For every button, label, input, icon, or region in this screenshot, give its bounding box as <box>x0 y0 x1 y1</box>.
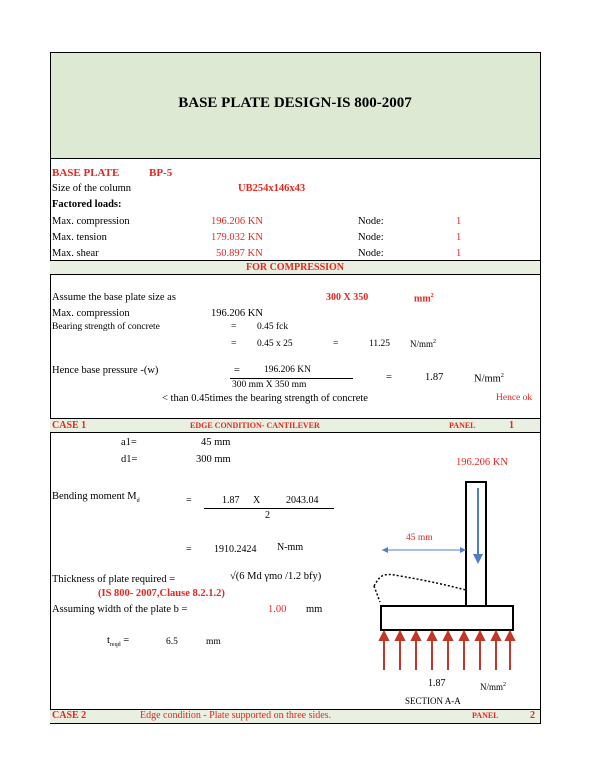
right-border <box>540 52 541 724</box>
bearing-label: Bearing strength of concrete <box>52 322 160 332</box>
dimension-arrowhead-left <box>382 547 388 553</box>
plate-size-unit: $mm^2$ <box>414 293 434 305</box>
plate-size: 300 X 350 <box>326 292 369 303</box>
fck-factor: 0.45 fck <box>257 322 289 332</box>
pressure-arrowhead <box>396 632 404 640</box>
pressure-unit: $N/mm^2$ <box>474 373 504 385</box>
bm-term-b: 2043.04 <box>286 495 319 506</box>
bending-moment-label: Bending moment $M_d$ <box>52 491 140 505</box>
column-label: Size of the column <box>52 183 132 194</box>
ok-text: Hence ok <box>496 393 533 403</box>
equals-sign: = <box>186 495 192 506</box>
pressure-denominator: 300 mm X 350 mm <box>232 380 307 390</box>
load-row-node: 1 <box>456 248 462 259</box>
case2-panel-label: PANEL <box>472 711 499 720</box>
page-title: BASE PLATE DESIGN-IS 800-2007 <box>178 95 412 111</box>
equals-sign: = <box>231 322 237 332</box>
equals-sign: = <box>231 339 237 349</box>
bm-fraction-bar <box>204 508 334 509</box>
pressure-arrowhead <box>476 632 484 640</box>
pressure-arrowhead <box>506 632 514 640</box>
d1-value: 300 mm <box>196 454 231 465</box>
top-border <box>50 52 541 53</box>
treqd-label: $t_{reqd}$ = <box>107 635 130 649</box>
section-sketch <box>360 440 540 710</box>
load-row-value: 196.206 KN <box>211 216 263 227</box>
width-unit: mm <box>306 604 323 615</box>
bm-value: 1910.2424 <box>214 544 257 555</box>
case1-condition: EDGE CONDITION- CANTILEVER <box>190 421 320 430</box>
equals-sign: = <box>186 544 192 555</box>
sketch-load-label: 196.206 KN <box>456 457 508 468</box>
pressure-arrowhead <box>428 632 436 640</box>
load-row-node-label: Node: <box>358 216 384 227</box>
treqd-unit: mm <box>206 637 221 647</box>
left-border <box>50 52 51 724</box>
case2-label: CASE 2 <box>52 710 87 721</box>
load-row-label: Max. tension <box>52 232 107 243</box>
clause-reference: (IS 800- 2007,Clause 8.2.1.2) <box>98 588 225 599</box>
assume-label: Assume the base plate size as <box>52 292 176 303</box>
load-row-label: Max. compression <box>52 216 130 227</box>
sketch-pressure-value: 1.87 <box>428 678 446 689</box>
bm-term-a: 1.87 <box>222 495 240 506</box>
pressure-arrowhead <box>380 632 388 640</box>
base-plate-id: BP-5 <box>149 167 173 179</box>
load-row-value: 50.897 KN <box>216 248 263 259</box>
deflection-curve <box>374 574 466 590</box>
treqd-value: 6.5 <box>166 637 178 647</box>
sketch-dimension-label: 45 mm <box>406 533 433 543</box>
load-row-label: Max. shear <box>52 248 99 259</box>
width-label: Assuming width of the plate b = <box>52 604 188 615</box>
pressure-arrowhead <box>444 632 452 640</box>
bm-denominator: 2 <box>265 510 270 521</box>
check-text: < than 0.45times the bearing strength of concrete <box>162 393 368 404</box>
case1-panel-number: 1 <box>509 420 514 431</box>
deflection-edge <box>374 586 380 602</box>
compression-heading: FOR COMPRESSION <box>245 262 345 273</box>
pressure-label: Hence base pressure -(w) <box>52 365 159 376</box>
equals-sign: = <box>386 372 392 383</box>
max-compression-label: Max. compression <box>52 308 130 319</box>
column-member <box>466 482 486 606</box>
fck-expression: 0.45 x 25 <box>257 339 293 349</box>
load-row-node-label: Node: <box>358 232 384 243</box>
pressure-arrowhead <box>412 632 420 640</box>
equals-sign: = <box>333 339 339 349</box>
case1-label: CASE 1 <box>52 420 87 431</box>
sketch-pressure-unit: $N/mm^2$ <box>480 682 507 692</box>
width-value: 1.00 <box>268 604 287 615</box>
pressure-arrowhead <box>492 632 500 640</box>
load-row-node: 1 <box>456 216 462 227</box>
case1-panel-label: PANEL <box>449 421 476 430</box>
column-size: UB254x146x43 <box>238 183 306 194</box>
fck-result: 11.25 <box>369 339 391 349</box>
equals-sign: = <box>234 365 240 376</box>
factored-loads-label: Factored loads: <box>52 199 122 210</box>
max-compression-value: 196.206 KN <box>211 308 263 319</box>
base-plate-label: BASE PLATE <box>52 167 120 179</box>
load-row-node-label: Node: <box>358 248 384 259</box>
pressure-arrowhead <box>460 632 468 640</box>
pressure-value: 1.87 <box>425 372 444 383</box>
load-row-value: 179.032 KN <box>211 232 263 243</box>
d1-label: d1= <box>121 454 138 465</box>
a1-label: a1= <box>121 437 137 448</box>
section-label: SECTION A-A <box>405 696 461 706</box>
base-plate <box>381 606 513 630</box>
fck-unit: $N/mm^2$ <box>410 339 437 349</box>
bm-unit: N-mm <box>277 542 304 553</box>
a1-value: 45 mm <box>201 437 231 448</box>
case2-panel-number: 2 <box>530 710 535 721</box>
bm-multiply: X <box>253 495 261 506</box>
thickness-label: Thickness of plate required = <box>52 574 176 585</box>
thickness-formula: √(6 Md γmo /1.2 bfy) <box>230 571 322 582</box>
load-row-node: 1 <box>456 232 462 243</box>
fraction-bar <box>230 378 353 379</box>
case2-condition: Edge condition - Plate supported on three sides. <box>140 710 332 721</box>
pressure-numerator: 196.206 KN <box>264 365 311 375</box>
